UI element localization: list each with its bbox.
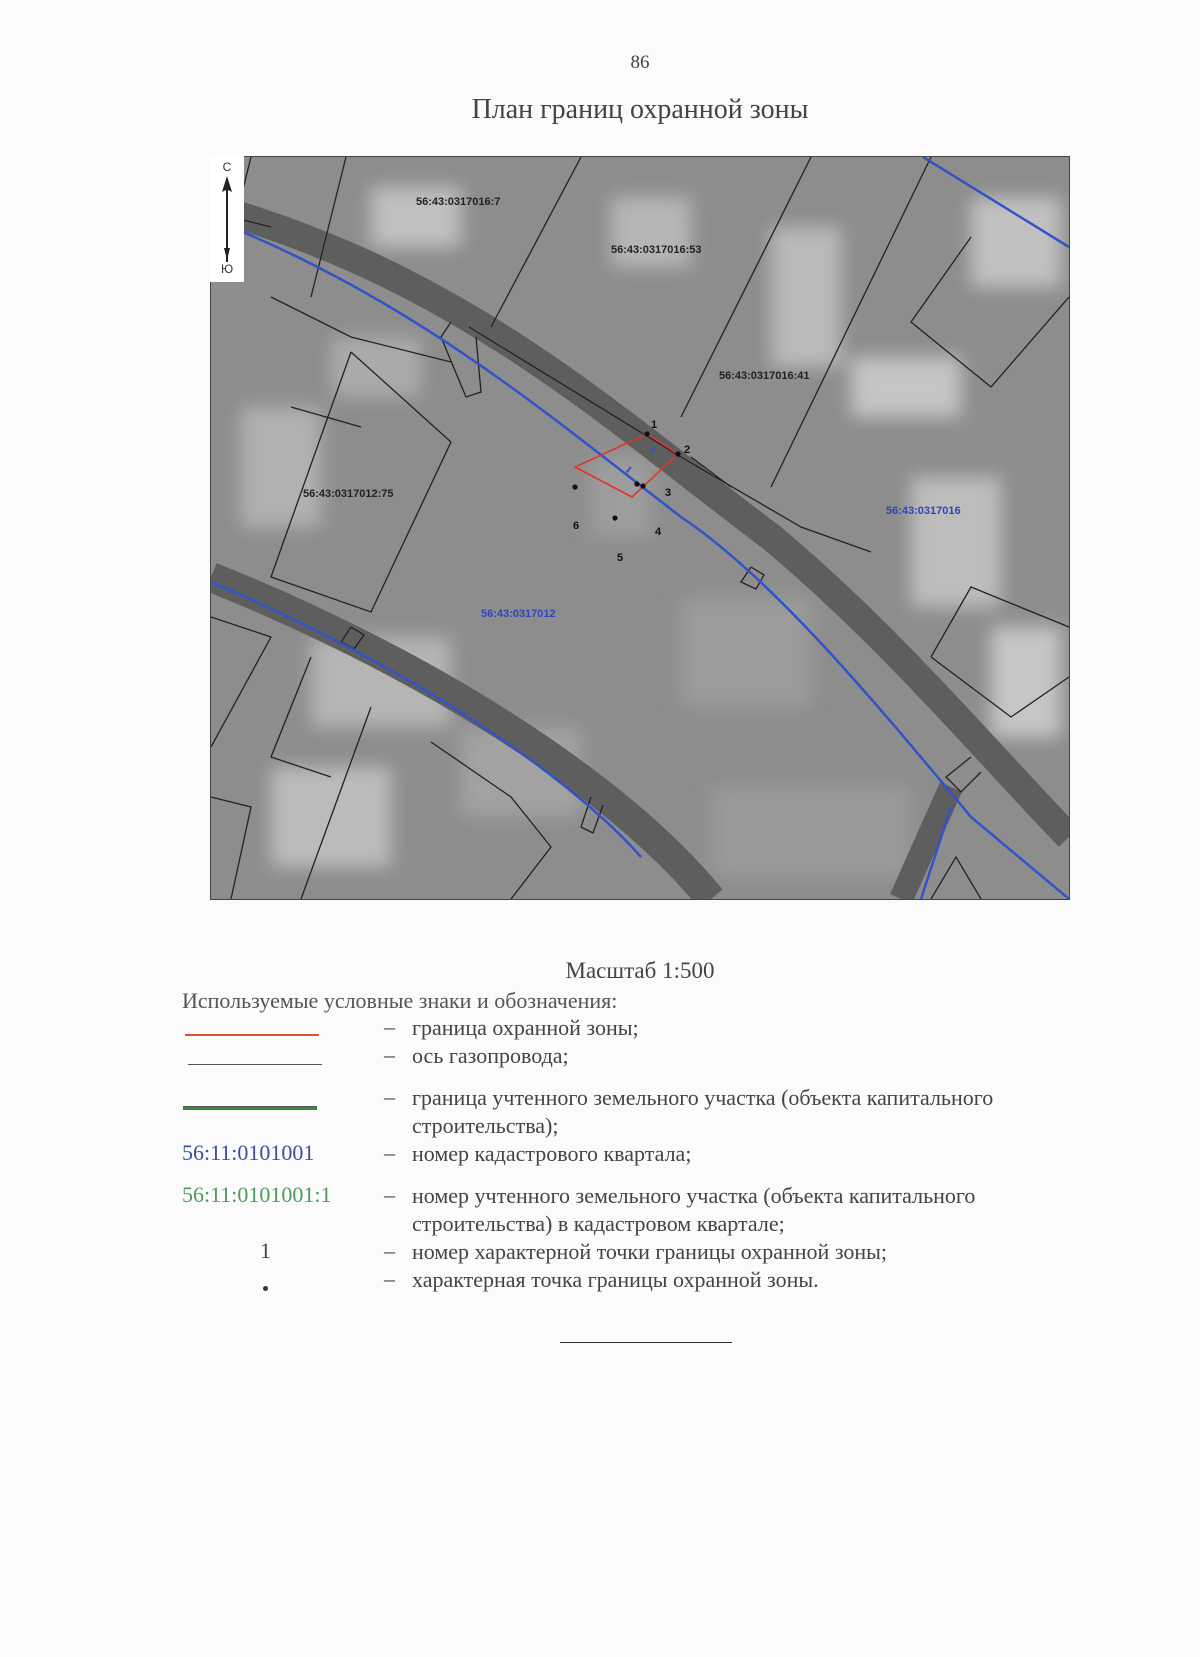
parcel-label: 56:43:0317016:53 — [611, 244, 702, 256]
point-dot-sample — [263, 1286, 268, 1291]
north-arrow — [210, 156, 244, 282]
legend-dash: – — [384, 1182, 395, 1207]
closing-rule — [560, 1342, 732, 1343]
legend-text: граница учтенного земельного участка (объекта капитального строительства); — [412, 1085, 994, 1138]
point-label: 6 — [573, 520, 580, 532]
cadastral-map — [210, 156, 1070, 900]
legend-text: номер кадастрового квартала; — [412, 1141, 692, 1166]
legend-text: номер характерной точки границы охранной зоны; — [412, 1239, 888, 1264]
legend-dash: – — [384, 1266, 395, 1291]
green-line-sample — [183, 1106, 317, 1110]
parcel-code-sample: 56:11:0101001:1 — [182, 1182, 332, 1207]
zone-point-marker — [612, 515, 617, 520]
point-label: 3 — [665, 487, 672, 499]
red-line-sample — [185, 1034, 319, 1036]
black-line-sample — [188, 1064, 322, 1065]
zone-point-marker — [644, 431, 649, 436]
arrow-up-icon — [221, 176, 233, 262]
legend-dash: – — [384, 1014, 395, 1039]
quarter-code-sample: 56:11:0101001 — [182, 1140, 315, 1165]
point-number-sample: 1 — [260, 1238, 271, 1263]
point-label: 1 — [651, 419, 658, 431]
page-title: План границ охранной зоны — [471, 94, 809, 125]
legend-dash: – — [384, 1042, 395, 1067]
quarter-label: 56:43:0317016 — [886, 505, 961, 517]
north-letter: С — [222, 160, 232, 174]
legend-text: характерная точка границы охранной зоны. — [412, 1267, 819, 1292]
zone-point-marker — [572, 484, 577, 489]
parcel-label: 56:43:0317016:41 — [719, 370, 810, 382]
zone-point-marker — [634, 481, 639, 486]
zone-point-marker — [640, 483, 645, 488]
parcel-label: 56:43:0317016:7 — [416, 196, 501, 208]
legend-dash: – — [384, 1140, 395, 1165]
map-scale: Масштаб 1:500 — [565, 958, 715, 983]
legend-heading: Используемые условные знаки и обозначения: — [182, 988, 618, 1013]
page-number: 86 — [630, 52, 650, 73]
point-label: 4 — [655, 526, 662, 538]
legend-dash: – — [384, 1084, 395, 1109]
south-letter: Ю — [220, 262, 234, 276]
quarter-label: 56:43:0317012 — [481, 608, 556, 620]
parcel-label: 56:43:0317012:75 — [303, 488, 394, 500]
legend-dash: – — [384, 1238, 395, 1263]
legend-text: ось газопровода; — [412, 1043, 569, 1068]
point-label: 2 — [684, 444, 691, 456]
legend-text: граница охранной зоны; — [412, 1015, 639, 1040]
legend-text: номер учтенного земельного участка (объекта капитального строительства) в кадастровом квартале; — [412, 1183, 976, 1236]
point-label: 5 — [617, 552, 624, 564]
zone-point-marker — [675, 451, 680, 456]
